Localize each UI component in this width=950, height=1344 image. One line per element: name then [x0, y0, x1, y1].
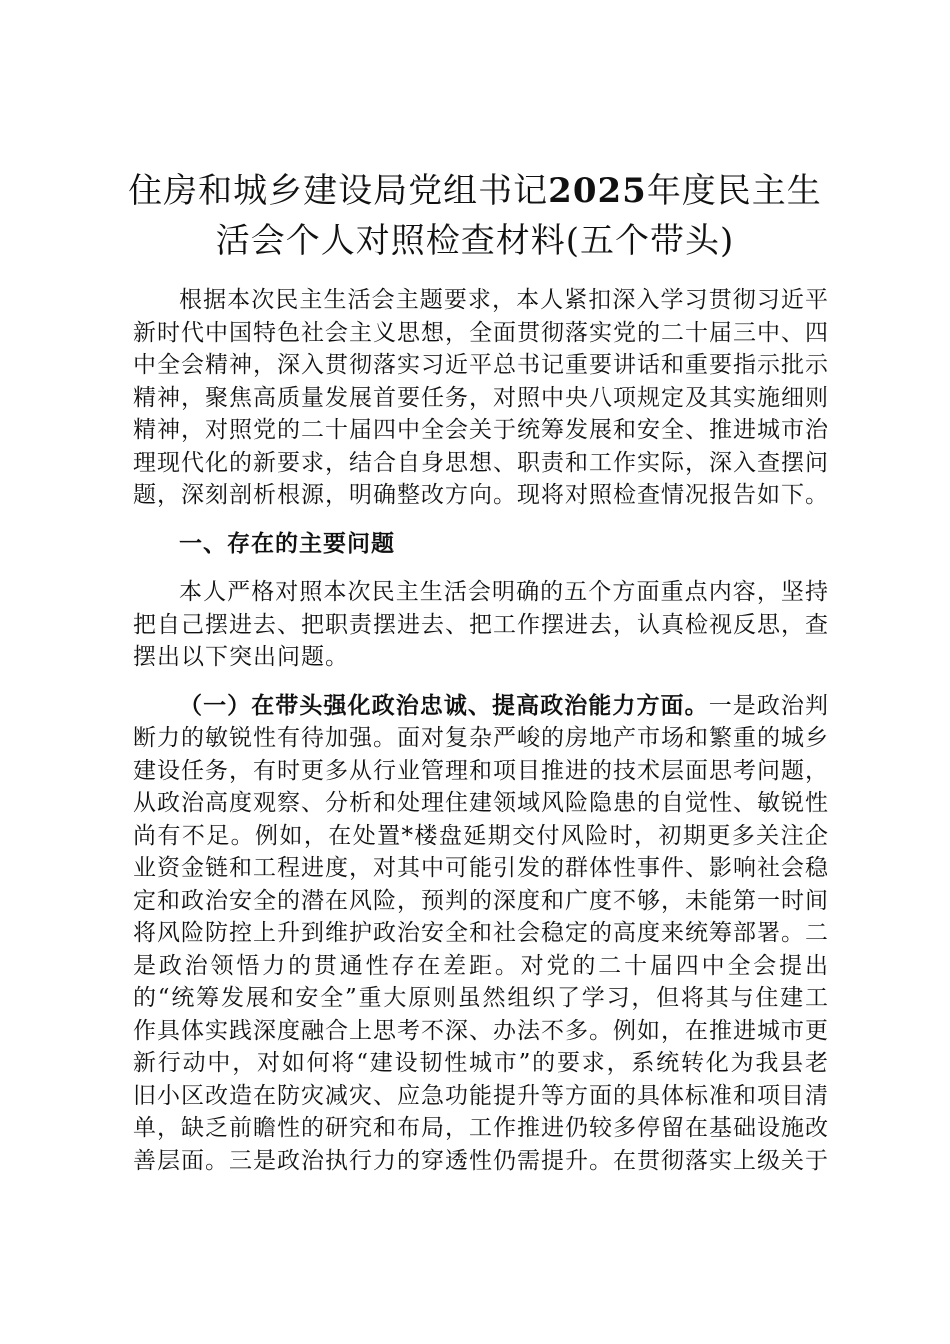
title-line1-pre: 住房和城乡建设局党组书记 — [128, 171, 549, 211]
title-line2: 活会个人对照检查材料(五个带头) — [215, 221, 735, 261]
document-body — [133, 284, 829, 1177]
section-intro-paragraph: 本人严格对照本次民主生活会明确的五个方面重点内容，坚持把自己摆进去、把职责摆进去、把工作摆进去，认真检视反思，查摆出以下突出问题。 — [133, 579, 829, 670]
subsection-heading: （一）在带头强化政治忠诚、提高政治能力方面。 — [179, 691, 709, 719]
intro-paragraph: 根据本次民主生活会主题要求，本人紧扣深入学习贯彻习近平新时代中国特色社会主义思想，全面贯彻落实党的二十届三中、四中全会精神，深入贯彻落实习近平总书记重要讲话和重要指示批示精神，聚焦高质量发展首要任务，对照中央八项规定及其实施细则精神，对照党的二十届四中全会关于统筹发展和安全、推进城市治理现代化的新要求，结合自身思想、职责和工作实际，深入查摆问题，深刻剖析根源，明确整改方向。现将对照检查情况报告如下。 — [133, 287, 829, 508]
subsection-paragraph — [133, 690, 829, 1178]
title-year: 2025 — [548, 171, 647, 211]
document-title — [120, 166, 830, 266]
title-line1-post: 年度民主生 — [646, 171, 822, 211]
subsection-body: 一是政治判断力的敏锐性有待加强。面对复杂严峻的房地产市场和繁重的城乡建设任务，有时更多从行业管理和项目推进的技术层面思考问题，从政治高度观察、分析和处理住建领域风险隐患的自觉性、敏锐性尚有不足。例如，在处置*楼盘延期交付风险时，初期更多关注企业资金链和工程进度，对其中可能引发的群体性事件、影响社会稳定和政治安全的潜在风险，预判的深度和广度不够，未能第一时间将风险防控上升到维护政治安全和社会稳定的高度来统筹部署。二是政治领悟力的贯通性存在差距。对党的二十届四中全会提出的“统筹发展和安全”重大原则虽然组织了学习，但将其与住建工作具体实践深度融合上思考不深、办法不多。例如，在推进城市更新行动中，对如何将“建设韧性城市”的要求，系统转化为我县老旧小区改造在防灾减灾、应急功能提升等方面的具体标准和项目清单，缺乏前瞻性的研究和布局，工作推进仍较多停留在基础设施改善层面。三是政治执行力的穿透性仍需提升。在贯彻落实上级关于 — [133, 692, 830, 1174]
section-heading: 一、存在的主要问题 — [179, 529, 395, 557]
